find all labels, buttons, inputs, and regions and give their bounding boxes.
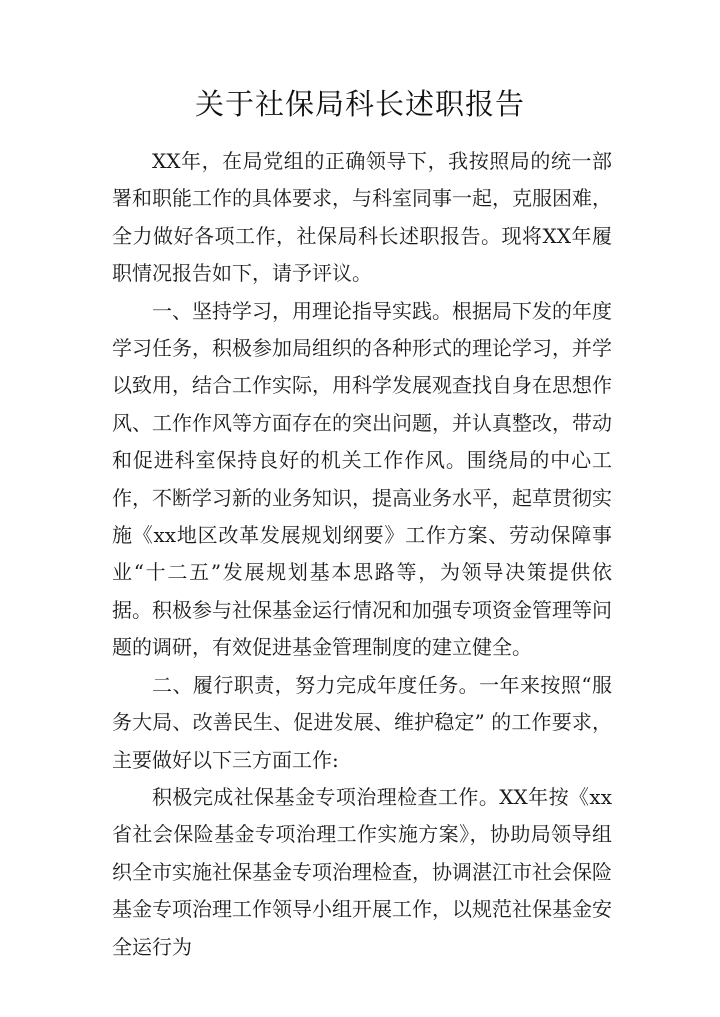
- paragraph-intro: XX年，在局党组的正确领导下，我按照局的统一部署和职能工作的具体要求，与科室同事一起，克服困难，全力做好各项工作，社保局科长述职报告。现将XX年履职情况报告如下，请予评议。: [112, 149, 612, 286]
- paragraph-fund-governance: 积极完成社保基金专项治理检查工作。XX年按《xx省社会保险基金专项治理工作实施方案》，协助局领导组织全市实施社保基金专项治理检查，协调湛江市社会保险基金专项治理工作领导小组开展工作，以规范社保基金安全运行为: [112, 784, 612, 959]
- document-title: 关于社保局科长述职报告: [194, 87, 525, 121]
- paragraph-section-1: 一、坚持学习，用理论指导实践。根据局下发的年度学习任务，积极参加局组织的各种形式的理论学习，并学以致用，结合工作实际，用科学发展观查找自身在思想作风、工作作风等方面存在的突出问题，并认真整改，带动和促进科室保持良好的机关工作作风。围绕局的中心工作，不断学习新的业务知识，提高业务水平，起草贯彻实施《xx地区改革发展规划纲要》工作方案、劳动保障事业“十二五”发展规划基本思路等，为领导决策提供依据。积极参与社保基金运行情况和加强专项资金管理等问题的调研，有效促进基金管理制度的建立健全。: [112, 298, 612, 660]
- document-body: [112, 143, 612, 966]
- paragraph-section-2: 二、履行职责，努力完成年度任务。一年来按照“服务大局、改善民生、促进发展、维护稳定” 的工作要求，主要做好以下三方面工作:: [112, 672, 612, 772]
